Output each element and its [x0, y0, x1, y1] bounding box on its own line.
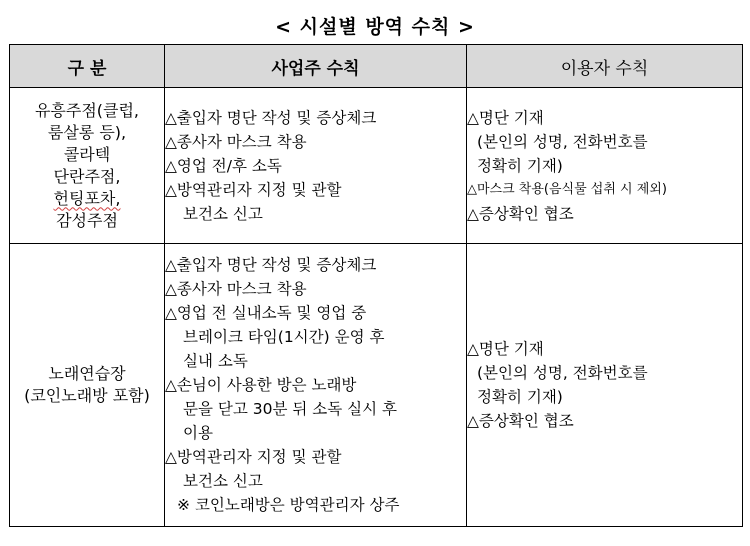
category-line: 유흥주점(클럽, [34, 100, 140, 120]
rule-line: △출입자 명단 작성 및 증상체크 [165, 108, 377, 127]
rule-line: △방역관리자 지정 및 관할 [165, 180, 342, 199]
owner-rules-cell [165, 88, 467, 244]
user-rules-cell [467, 244, 743, 527]
rule-line: △영업 전 실내소독 및 영업 중 [165, 304, 367, 322]
owner-rules-cell [165, 244, 467, 527]
category-line: 콜라텍 [63, 144, 111, 164]
rule-line: △종사자 마스크 착용 [165, 132, 307, 151]
header-category: 구 분 [10, 45, 165, 88]
rule-line: △영업 전/후 소독 [165, 156, 282, 175]
rule-note: ※ 코인노래방은 방역관리자 상주 [177, 496, 400, 514]
header-user-rules: 이용자 수칙 [467, 45, 743, 88]
rule-line: △증상확인 협조 [467, 412, 574, 430]
header-owner-rules: 사업주 수칙 [165, 45, 467, 88]
category-line: 단란주점, [53, 166, 121, 186]
user-rules-cell [467, 88, 743, 244]
category-cell [10, 244, 165, 527]
category-line: 감성주점 [56, 210, 118, 230]
rule-line: 보건소 신고 [183, 472, 263, 490]
table-header-row [10, 45, 743, 88]
category-cell [10, 88, 165, 244]
rule-line: △증상확인 협조 [467, 204, 574, 223]
rule-line: (본인의 성명, 전화번호를 [477, 132, 648, 151]
rule-line: 실내 소독 [183, 352, 248, 370]
rule-line: 이용 [183, 424, 213, 442]
page-title: < 시설별 방역 수칙 > [275, 16, 475, 38]
facility-rules-table [9, 44, 743, 527]
rule-line: 정확히 기재) [477, 156, 563, 175]
rule-line: △방역관리자 지정 및 관할 [165, 448, 342, 466]
rule-line: 보건소 신고 [183, 204, 263, 223]
rule-line: △출입자 명단 작성 및 증상체크 [165, 256, 377, 274]
rule-line: △명단 기재 [467, 108, 544, 127]
category-line: 노래연습장 [48, 364, 126, 383]
rule-line: (본인의 성명, 전화번호를 [477, 364, 648, 382]
rule-line: △명단 기재 [467, 340, 544, 358]
rule-line: △마스크 착용(음식물 섭취 시 제외) [467, 181, 667, 197]
rule-line: △종사자 마스크 착용 [165, 280, 307, 298]
table-row [10, 88, 743, 244]
category-line: 룸살롱 등), [47, 122, 127, 142]
rule-line: △손님이 사용한 방은 노래방 [165, 376, 357, 394]
rule-line: 브레이크 타임(1시간) 운영 후 [183, 328, 385, 346]
rule-line: 문을 닫고 30분 뒤 소독 실시 후 [183, 400, 397, 418]
table-row [10, 244, 743, 527]
category-line: (코인노래방 포함) [24, 386, 150, 405]
rule-line: 정확히 기재) [477, 388, 563, 406]
category-line: 헌팅포차, [53, 188, 121, 208]
